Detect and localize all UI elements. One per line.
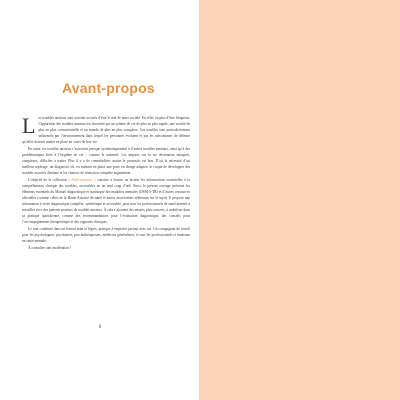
paragraph-5: À consulter sans modération !: [28, 246, 72, 251]
paragraph-1-text: es troubles anxieux sont souvent accusés d’être le mal de notre société. En effet, en plus d’être fréquents, l’apparition des troubles anxieux est favorisée par un rythme de vie de plus en plus rapide, une société de plus en plus concurrentielle et un monde de plus en plus complexe. Ces troubles sont particulièrement influencés par l’environnement dans lequel les personnes évoluent et par les mécanismes de défense qu’elles doivent mettre en place au cours de leur vie.: [22, 116, 190, 144]
page-title: Avant-propos: [62, 80, 155, 96]
foreword-body: [22, 113, 191, 254]
paragraph-2: En outre, les troubles anxieux s’associent presque systématiquement à d’autres troubles mentaux, ainsi qu’à des problématiques liées à l’hygiène de vie – comme le sommeil. Les impacts sur la vie deviennent intriqués, complexes, difficiles à traiter. Plus il y a de comorbidités, moins le pronostic est bon. D’où la nécessité d’un meilleur repérage, un diagnostic tôt, en mettant en place une prise en charge adaptée, le risque de développer des troubles associés diminue et les chances de rémission complète augmentent.: [22, 147, 190, 175]
paragraph-1: [22, 113, 190, 146]
page-number: 9: [98, 325, 102, 330]
paragraph-3: L’objectif de la collection « Aide-mémoire » consiste à fournir au lecteur les informations essentielles à la compréhension clinique des troubles, accessibles en un seul coup d’œil. Ainsi, le présent ouvrage présente les éléments essentiels du Manuel diagnostique et statistique des maladies mentales (DSM-5-TR) et d’autres ressources officielles (comme celles de la Haute Autorité de santé et autres associations référentes sur le sujet). Il propose une information à visée diagnostique complète, synthétique et accessible, pour tous les professionnels de santé amenés à travailler avec des patients porteurs de troubles anxieux. À cela s’ajoutent des encarts plus concrets, à mobiliser dans sa pratique quotidienne, comme des recommandations pour l’évaluation diagnostique, des conseils pour l’accompagnement thérapeutique et des vignettes cliniques.: [22, 178, 191, 224]
collection-name-highlight: « Aide-mémoire »: [68, 178, 96, 183]
dropcap-letter: L: [22, 113, 36, 138]
right-page-blank: [200, 0, 400, 400]
paragraph-4: Le tout condensé dans un format mini et légers, pratique à emporter partout avec soi. Un compagnon de travail pour les psychologues, psychiatres, psychothérapeutes, médecins généralistes, et tous les professionnels et étudiants en santé mentale.: [22, 227, 190, 243]
